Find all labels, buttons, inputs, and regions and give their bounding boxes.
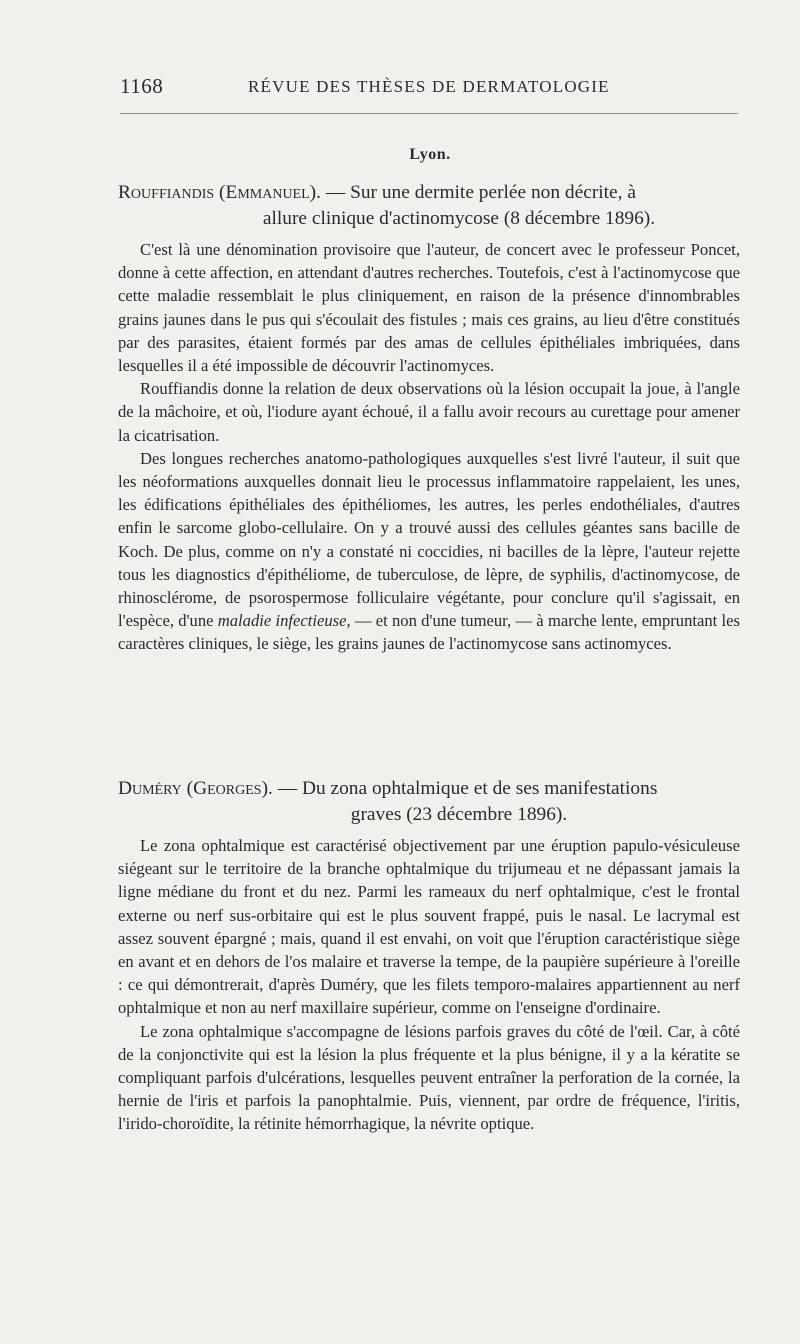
author-given-name: (Georges). <box>186 778 273 799</box>
entry-rouffiandis <box>118 180 740 656</box>
paragraph <box>118 447 740 656</box>
emphasis-text: maladie infectieuse, <box>217 611 351 631</box>
entry-heading <box>118 776 740 828</box>
paragraph: Le zona ophtalmique s'accompagne de lésions parfois graves du côté de l'œil. Car, à côté de la conjonctivite qui est la lésion la plus fréquente et la plus bénigne, il y a la kératite se compliquant parfois d'ulcérations, lesquelles peuvent entraîner la perforation de la cornée, la hernie de l'iris et parfois la panophtalmie. Puis, viennent, par ordre de fréquence, l'iritis, l'irido-choroïdite, la rétinite hémorrhagique, la névrite optique. <box>118 1021 740 1134</box>
paragraph: Le zona ophtalmique est caractérisé objectivement par une éruption papulo-vésiculeuse siégeant sur le territoire de la branche ophtalmique du trijumeau et ne dépassant jamais la ligne médiane du front et du nez. Parmi les rameaux du nerf ophtalmique, c'est le frontal externe ou nerf sus-orbitaire qui est le plus souvent frappé, puis le nasal. Le lacrymal est assez souvent épargné ; mais, quand il est envahi, on voit que l'éruption caractéristique siège en avant et en dehors de l'os malaire et traverse la tempe, de la paupière supérieure à l'oreille : ce qui démontrerait, d'après Duméry, que les filets temporo-malaires appartiennent au nerf ophtalmique et non au nerf maxillaire supérieur, comme on l'enseigne d'ordinaire. <box>118 836 740 1018</box>
thesis-title-line2: allure clinique d'actinomycose (8 décembre 1896). <box>262 208 656 229</box>
thesis-title-line2: graves (23 décembre 1896). <box>350 804 568 825</box>
author-surname: Rouffiandis <box>118 182 215 203</box>
page-header <box>120 74 738 104</box>
thesis-title-line1: — Sur une dermite perlée non décrite, à <box>320 182 636 203</box>
paragraph: C'est là une dénomination provisoire que l'auteur, de concert avec le professeur Poncet, donne à cette affection, en attendant d'autres recherches. Toutefois, c'est à l'actinomycose que cette maladie ressemblait le plus cliniquement, en raison de la présence d'innombrables grains jaunes dans le pus qui s'écoulait des fistules ; mais ces grains, au lieu d'être constitués par des parasites, étaient formés par des amas de cellules épithéliales imbriquées, dans lesquelles il a été impossible de découvrir l'actinomyces. <box>118 240 740 376</box>
paragraph-text: Des longues recherches anatomo-pathologiques auxquelles s'est livré l'auteur, il suit que les néoformations auxquelles donnait lieu le processus inflammatoire rappelaient, les unes, les édifications épithéliales des épithéliomes, les autres, les perles endothéliales, d'autres enfin le sarcome globo-cellulaire. On y a trouvé aussi des cellules géantes sans bacille de Koch. De plus, comme on n'y a constaté ni coccidies, ni bacilles de la lèpre, l'auteur rejette tous les diagnostics d'épithéliome, de tuberculose, de lèpre, de syphilis, d'actinomycose, de rhinosclérome, de psorospermose folliculaire végétante, pour conclure qu'il s'agissait, en l'espèce, d'une <box>118 448 740 631</box>
entry-dumery <box>118 776 740 1136</box>
paragraph: Rouffiandis donne la relation de deux observations où la lésion occupait la joue, à l'angle de la mâchoire, et où, l'iodure ayant échoué, il a fallu avoir recours au curettage pour amener la cicatrisation. <box>118 379 740 445</box>
author-given-name: (Emmanuel). <box>219 182 321 203</box>
running-title: RÉVUE DES THÈSES DE DERMATOLOGIE <box>248 77 610 96</box>
entry-heading <box>118 180 740 232</box>
thesis-title-line1: — Du zona ophtalmique et de ses manifestations <box>272 778 658 799</box>
header-rule <box>120 113 738 114</box>
paragraph-text: — et non d'une tumeur, — à marche lente, empruntant les caractères cliniques, le siège, les grains jaunes de l'actinomycose sans actinomyces. <box>118 611 740 654</box>
section-title: Lyon. <box>409 146 451 163</box>
author-surname: Duméry <box>118 778 182 799</box>
page-number: 1168 <box>120 74 164 98</box>
